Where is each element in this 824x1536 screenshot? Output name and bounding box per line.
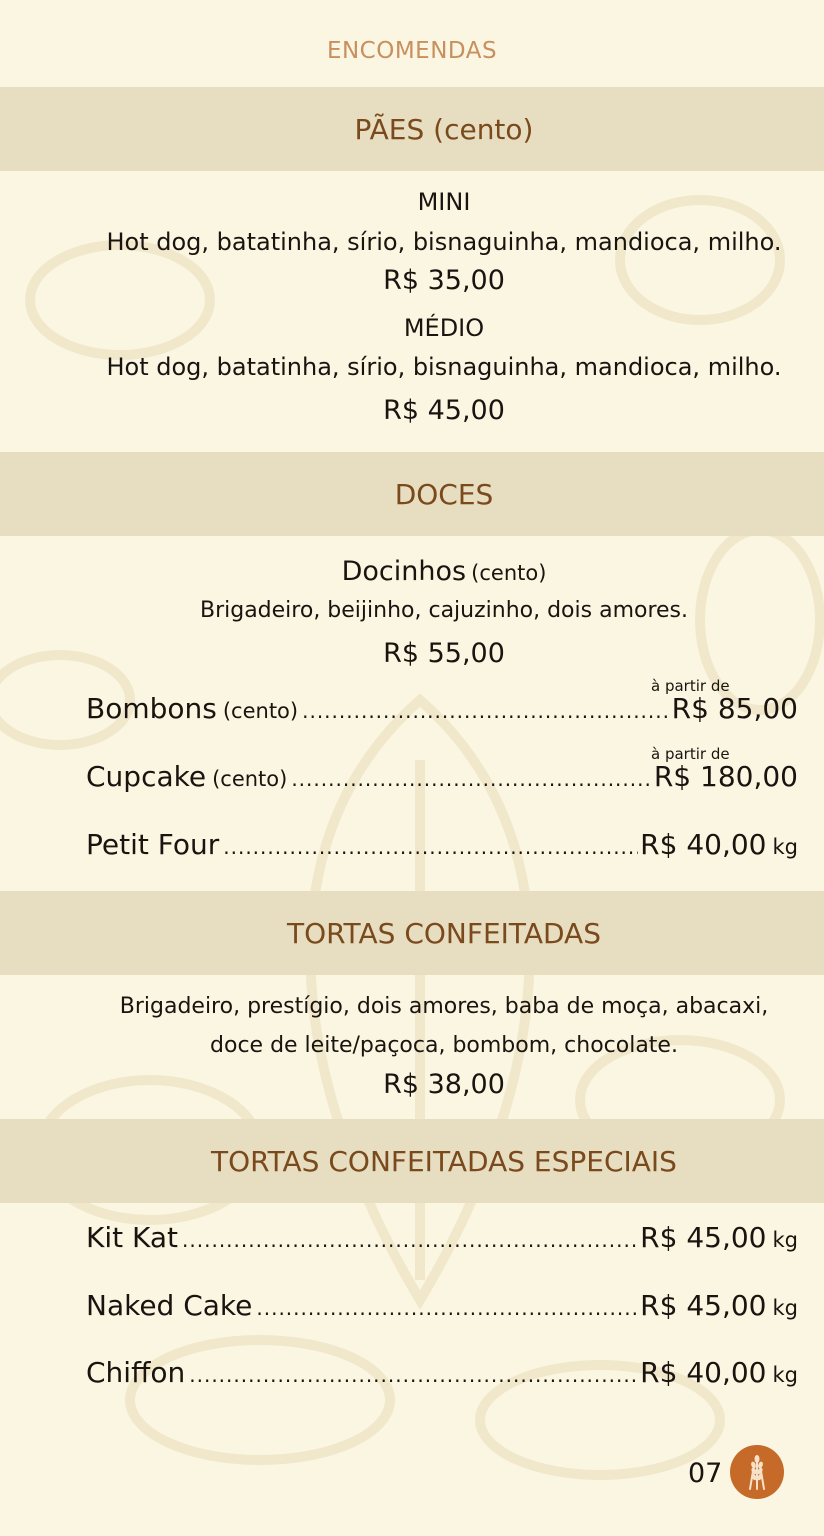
medio-label: MÉDIO	[403, 314, 485, 342]
dot-leader	[182, 1228, 638, 1252]
item-name: Naked Cake	[86, 1289, 253, 1322]
item-price: R$ 180,00	[653, 760, 798, 793]
menu-row-kit-kat	[86, 1221, 798, 1254]
page-badge	[730, 1445, 784, 1499]
item-name: Bombons	[86, 692, 217, 725]
page-number: 07	[688, 1458, 723, 1489]
tortas-description-line2: doce de leite/paçoca, bombom, chocolate.	[210, 1033, 678, 1058]
page-header: ENCOMENDAS	[326, 38, 498, 64]
menu-row-cupcake	[86, 760, 798, 793]
docinhos-heading	[0, 556, 824, 587]
cupcake-price-note: à partir de	[651, 745, 730, 763]
tortas-price: R$ 38,00	[383, 1069, 505, 1100]
menu-row-petit-four	[86, 828, 798, 861]
section-title-paes: PÃES (cento)	[354, 112, 534, 146]
menu-row-chiffon	[86, 1356, 798, 1389]
item-price: R$ 45,00	[640, 1289, 767, 1322]
dot-leader	[189, 1363, 638, 1387]
menu-row-bombons	[86, 692, 798, 725]
dot-leader	[256, 1296, 638, 1320]
section-title-doces: DOCES	[394, 477, 494, 511]
item-unit-kg: kg	[772, 835, 798, 859]
docinhos-price: R$ 55,00	[383, 638, 505, 669]
item-name: Cupcake	[86, 760, 207, 793]
docinhos-name: Docinhos	[341, 556, 467, 587]
medio-description: Hot dog, batatinha, sírio, bisnaguinha, mandioca, milho.	[106, 353, 782, 381]
item-price: R$ 85,00	[671, 692, 798, 725]
mini-price: R$ 35,00	[383, 265, 505, 296]
item-unit: (cento)	[212, 767, 288, 791]
item-name: Petit Four	[86, 828, 220, 861]
section-title-especiais: TORTAS CONFEITADAS ESPECIAIS	[211, 1144, 677, 1178]
mini-label: MINI	[417, 188, 471, 216]
item-unit-kg: kg	[772, 1296, 798, 1320]
section-band-doces	[0, 452, 824, 536]
docinhos-description: Brigadeiro, beijinho, cajuzinho, dois amores.	[199, 598, 689, 623]
wheat-icon	[730, 1445, 784, 1499]
dot-leader	[302, 699, 670, 723]
section-title-tortas: TORTAS CONFEITADAS	[287, 916, 601, 950]
item-unit-kg: kg	[772, 1363, 798, 1387]
tortas-description-line1: Brigadeiro, prestígio, dois amores, baba de moça, abacaxi,	[119, 994, 769, 1019]
section-band-especiais	[0, 1119, 824, 1203]
mini-description: Hot dog, batatinha, sírio, bisnaguinha, mandioca, milho.	[106, 228, 782, 256]
item-price: R$ 45,00	[640, 1221, 767, 1254]
item-name: Kit Kat	[86, 1221, 179, 1254]
item-unit: (cento)	[222, 699, 299, 723]
menu-row-naked-cake	[86, 1289, 798, 1322]
docinhos-unit: (cento)	[471, 561, 547, 585]
section-band-paes	[0, 87, 824, 171]
item-name: Chiffon	[86, 1356, 186, 1389]
dot-leader	[291, 767, 652, 791]
item-price: R$ 40,00	[640, 1356, 767, 1389]
section-band-tortas	[0, 891, 824, 975]
dot-leader	[223, 835, 638, 859]
item-unit-kg: kg	[772, 1228, 798, 1252]
bombons-price-note: à partir de	[651, 677, 730, 695]
item-price: R$ 40,00	[640, 828, 767, 861]
medio-price: R$ 45,00	[383, 395, 505, 426]
